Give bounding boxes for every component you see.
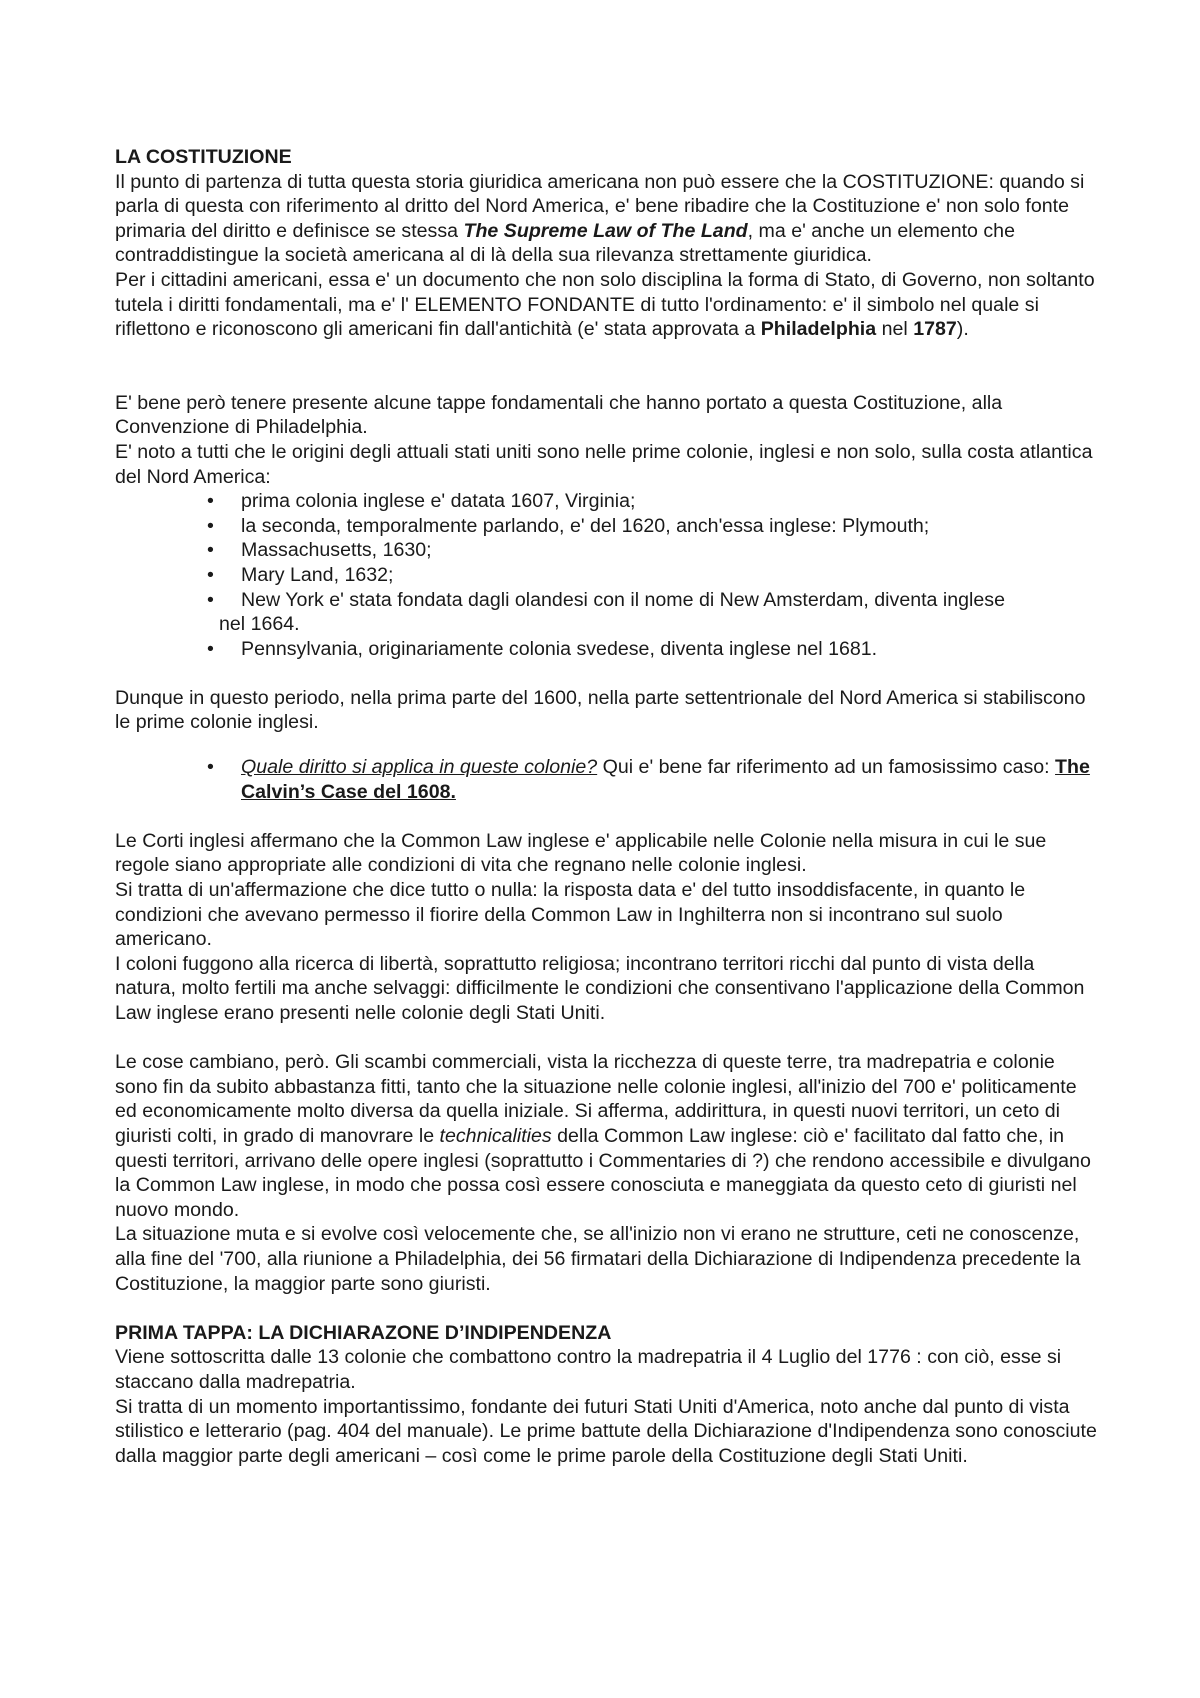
bullet-icon: • (207, 637, 214, 660)
bullet-icon: • (207, 490, 214, 513)
spacer (115, 735, 1100, 755)
supreme-law-phrase: The Supreme Law of The Land (463, 219, 748, 242)
question-text: Quale diritto si applica in queste colonie? (241, 756, 598, 779)
list-item: • Massachusetts, 1630; (207, 539, 432, 562)
paragraph-affermazione: Si tratta di un'affermazione che dice tutto o nulla: la risposta data e' del tutto insoddisfacente, in quanto le condizioni che avevano permesso il fiorire della Common Law in Inghilterra non si incontrano sul suolo americano. (115, 879, 1026, 951)
paragraph-sottoscritta: Viene sottoscritta dalle 13 colonie che combattono contro la madrepatria il 4 Luglio del 1776 : con ciò, esse si staccano dalla madrepatria. (115, 1346, 1062, 1393)
list-item: • Pennsylvania, originariamente colonia svedese, diventa inglese nel 1681. (207, 637, 878, 660)
list-item: • New York e' stata fondata dagli olandesi con il nome di New Amsterdam, diventa inglese nel 1664. (207, 588, 1005, 636)
paragraph-cose-cambiano (115, 1050, 1100, 1222)
paragraph-intro-text-a: Il punto di partenza di tutta questa storia giuridica americana non può essere che la COSTITUZIONE: quando si parla di questa con riferimento al dritto del Nord America, e' bene ribadire che la Costituzione e' non solo fonte primaria del diritto e definisce se stessa (115, 170, 1085, 242)
spacer (115, 1026, 1100, 1051)
paragraph-situazione: La situazione muta e si evolve così velocemente che, se all'inizio non vi erano ne strutture, ceti ne conoscenze, alla fine del '700, alla riunione a Philadelphia, dei 56 firmatari della Dichiarazione di Indipendenza precedente la Costituzione, la maggior parte sono giuristi. (115, 1223, 1081, 1295)
paragraph-citizens (115, 268, 1100, 342)
section-heading-costituzione: LA COSTITUZIONE (115, 146, 292, 168)
list-item-continuation: nel 1664. (219, 613, 300, 636)
paragraph-dunque: Dunque in questo periodo, nella prima parte del 1600, nella parte settentrionale del Nord America si stabiliscono le prime colonie inglesi. (115, 686, 1086, 734)
paragraph-intro (115, 170, 1100, 268)
spacer (115, 804, 1100, 829)
bullet-icon: • (207, 514, 214, 537)
technicalities-italic: technicalities (439, 1124, 552, 1147)
list-item: • prima colonia inglese e' datata 1607, Virginia; (207, 490, 636, 513)
question-list (115, 755, 1100, 804)
bullet-icon: • (207, 563, 214, 586)
paragraph-corti: Le Corti inglesi affermano che la Common Law inglese e' applicabile nelle Colonie nella misura in cui le sue regole siano appropriate alle condizioni di vita che regnano nelle colonie inglesi. (115, 829, 1047, 877)
paragraph-momento: Si tratta di un momento importantissimo, fondante dei futuri Stati Uniti d'America, noto anche dal punto di vista stilistico e letterario (pag. 404 del manuale). Le prime battute della Dichiarazione d'Indipendenza sono conosciute dalla maggior parte degli americani – così come le prime parole della Costituzione degli Stati Uniti. (115, 1395, 1097, 1467)
paragraph-citizens-text-a: Per i cittadini americani, essa e' un documento che non solo disciplina la forma di Stato, di Governo, non soltanto tutela i diritti fondamentali, ma e' l' ELEMENTO FONDANTE di tutto l'ordinamento: e' il simbolo nel quale si riflettono e riconoscono gli americani fin dall'antichità (e' stata approvata a (115, 268, 1095, 341)
list-item (207, 755, 1100, 804)
section-heading-dichiarazione: PRIMA TAPPA: LA DICHIARAZONE D’INDIPENDENZA (115, 1321, 612, 1344)
year-1787-bold: 1787 (913, 318, 957, 341)
paragraph-origini: E' noto a tutti che le origini degli attuali stati uniti sono nelle prime colonie, inglesi e non solo, sulla costa atlantica del Nord America: (115, 440, 1093, 488)
paragraph-cose-text-a: Le cose cambiano, però. Gli scambi commerciali, vista la ricchezza di queste terre, tra madrepatria e colonie sono fin da subito abbastanza fitti, tanto che la situazione nelle colonie inglesi, all'inizio del 700 e' politicamente ed economicamente molto diversa da quella iniziale. Si afferma, addirittura, in questi nuovi territori, un ceto di giuristi colti, in grado di manovrare le (115, 1051, 1077, 1147)
spacer (115, 342, 1100, 391)
paragraph-citizens-text-e: ). (956, 318, 969, 341)
paragraph-coloni: I coloni fuggono alla ricerca di libertà, soprattutto religiosa; incontrano territori ricchi dal punto di vista della natura, molto fertili ma anche selvaggi: difficilmente le condizioni che consentivano l'applicazione della Common Law inglese erano presenti nelle colonie degli Stati Uniti. (115, 952, 1085, 1024)
question-followup: Qui e' bene far riferimento ad un famosissimo caso: (597, 756, 1056, 779)
document-body (115, 145, 1100, 1468)
paragraph-cose-text-c: della Common Law inglese: ciò e' facilitato dal fatto che, in questi territori, arrivano delle opere inglesi (soprattutto i Commentaries di ?) che rendono accessibile e divulgano la Common Law inglese, in modo che possa così essere conosciuta e maneggiata da questo ceto di giuristi nel nuovo mondo. (115, 1124, 1091, 1221)
paragraph-intro-text-c: , ma e' anche un elemento che contraddistingue la società americana al di là della sua rilevanza strettamente giuridica. (115, 219, 1015, 267)
colonies-list (115, 489, 1100, 661)
calvins-case: The Calvin’s Case del 1608. (241, 756, 1090, 803)
bullet-icon: • (207, 539, 214, 562)
philadelphia-bold: Philadelphia (760, 318, 877, 341)
paragraph-citizens-text-c: nel (876, 318, 914, 341)
paragraph-tappe: E' bene però tenere presente alcune tappe fondamentali che hanno portato a questa Costituzione, alla Convenzione di Philadelphia. (115, 391, 1003, 439)
list-item: • la seconda, temporalmente parlando, e' del 1620, anch'essa inglese: Plymouth; (207, 514, 930, 537)
spacer (115, 661, 1100, 686)
list-item: • Mary Land, 1632; (207, 563, 394, 586)
bullet-icon: • (207, 756, 214, 779)
bullet-icon: • (207, 588, 214, 611)
spacer (115, 1296, 1100, 1321)
